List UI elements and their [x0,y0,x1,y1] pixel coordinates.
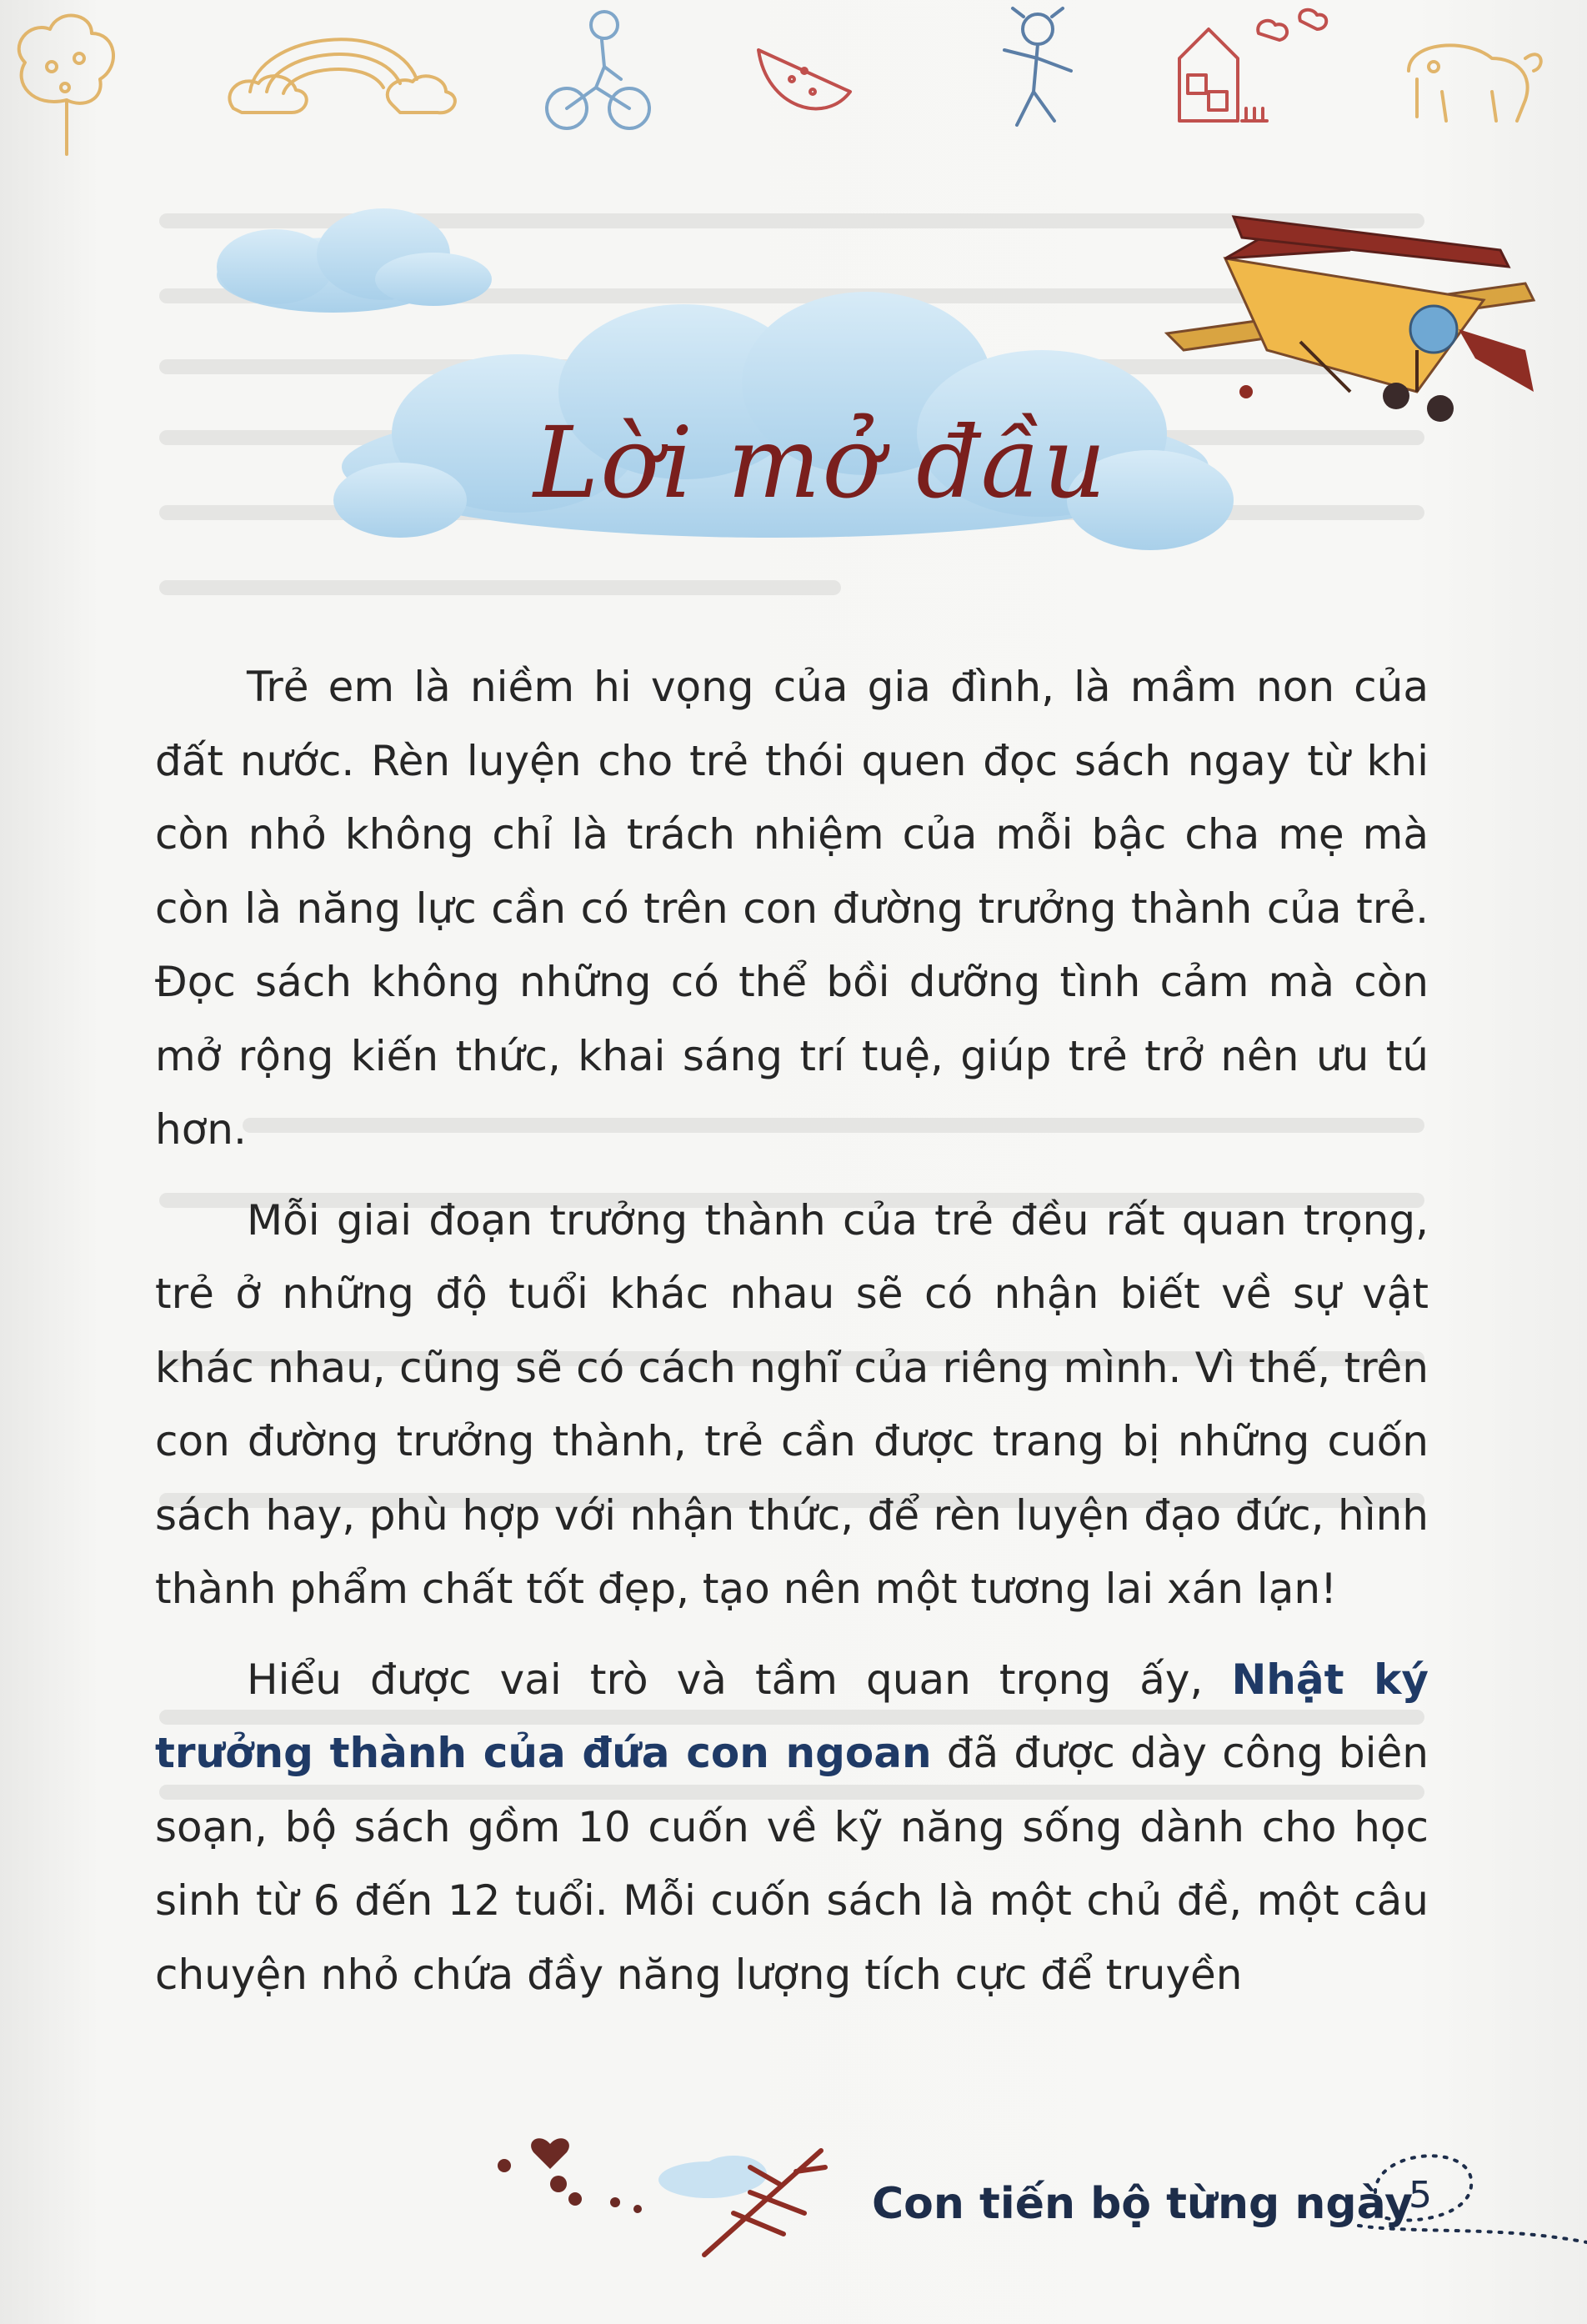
paragraph-3 [155,1643,1429,2012]
series-title-highlight: Nhật ký trưởng thành của đứa con ngoan [155,1655,1429,1777]
book-title: Con tiến bộ từng ngày [872,2179,1413,2229]
paragraph-1: Trẻ em là niềm hi vọng của gia đình, là mầm non của đất nước. Rèn luyện cho trẻ thói quen đọc sách ngay từ khi còn nhỏ không chỉ là trách nhiệm của mỗi bậc cha mẹ mà còn là năng lực cần có trên con đường trưởng thành của trẻ. Đọc sách không những có thể bồi dưỡng tình cảm mà còn mở rộng kiến thức, khai sáng trí tuệ, giúp trẻ trở nên ưu tú hơn. [155,663,1429,1154]
paragraph-2: Mỗi giai đoạn trưởng thành của trẻ đều rất quan trọng, trẻ ở những độ tuổi khác nhau sẽ có nhận biết về sự vật khác nhau, cũng sẽ có cách nghĩ của riêng mình. Vì thế, trên con đường trưởng thành, trẻ cần được trang bị những cuốn sách hay, phù hợp với nhận thức, để rèn luyện đạo đức, hình thành phẩm chất tốt đẹp, tạo nên một tương lai xán lạn! [155,1195,1429,1613]
page-title: Lời mở đầu [533,405,1108,520]
heart-dots-icon [498,2138,642,2213]
small-cloud [217,208,492,313]
paragraph-3-intro: Hiểu được vai trò và tầm quan trọng ấy, [247,1655,1232,1704]
body-text [155,650,1429,2028]
page-footer [0,2101,1587,2324]
page-number: 5 [1409,2174,1432,2216]
paragraph-3-rest: đã được dày công biên soạn, bộ sách gồm 10 cuốn về kỹ năng sống dành cho học sinh từ 6 đến 12 tuổi. Mỗi cuốn sách là một chủ đề, một câu chuyện nhỏ chứa đầy năng lượng tích cực để truyền [155,1729,1429,1999]
airplane-icon [1167,217,1534,422]
